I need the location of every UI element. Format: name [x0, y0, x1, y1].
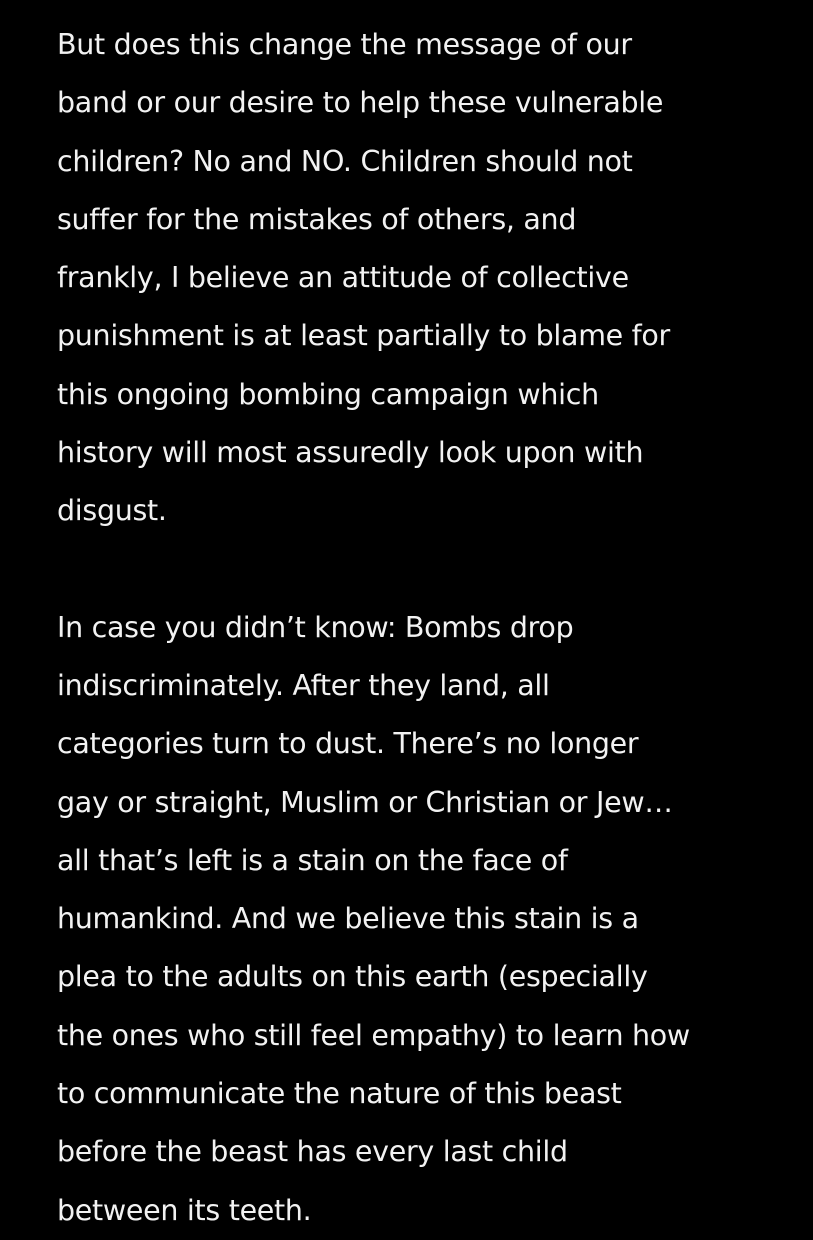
text-line: all that’s left is a stain on the face of: [57, 843, 568, 877]
text-line: children? No and NO. Children should not: [57, 144, 633, 178]
paragraph-2: [57, 599, 797, 1240]
text-line: disgust.: [57, 494, 167, 528]
text-line: punishment is at least partially to blame for: [57, 319, 670, 353]
text-line: gay or straight, Muslim or Christian or Jew…: [57, 785, 673, 819]
text-line: to communicate the nature of this beast: [57, 1077, 622, 1111]
text-line: this ongoing bombing campaign which: [57, 377, 599, 411]
text-line: frankly, I believe an attitude of collective: [57, 261, 629, 295]
text-line: suffer for the mistakes of others, and: [57, 202, 577, 236]
text-line: plea to the adults on this earth (especially: [57, 960, 648, 994]
text-line: But does this change the message of our: [57, 28, 632, 61]
text-line: before the beast has every last child: [57, 1135, 568, 1169]
note-text-body: [57, 16, 797, 1240]
text-line: categories turn to dust. There’s no longer: [57, 727, 639, 761]
paragraph-1: [57, 16, 797, 541]
text-line: history will most assuredly look upon with: [57, 436, 644, 470]
paragraph-spacer: [57, 541, 797, 599]
text-line: between its teeth.: [57, 1193, 312, 1227]
text-line: humankind. And we believe this stain is a: [57, 902, 639, 936]
text-line: In case you didn’t know: Bombs drop: [57, 610, 574, 644]
text-line: band or our desire to help these vulnerable: [57, 86, 664, 120]
text-line: indiscriminately. After they land, all: [57, 668, 550, 702]
text-line: the ones who still feel empathy) to learn how: [57, 1018, 690, 1052]
